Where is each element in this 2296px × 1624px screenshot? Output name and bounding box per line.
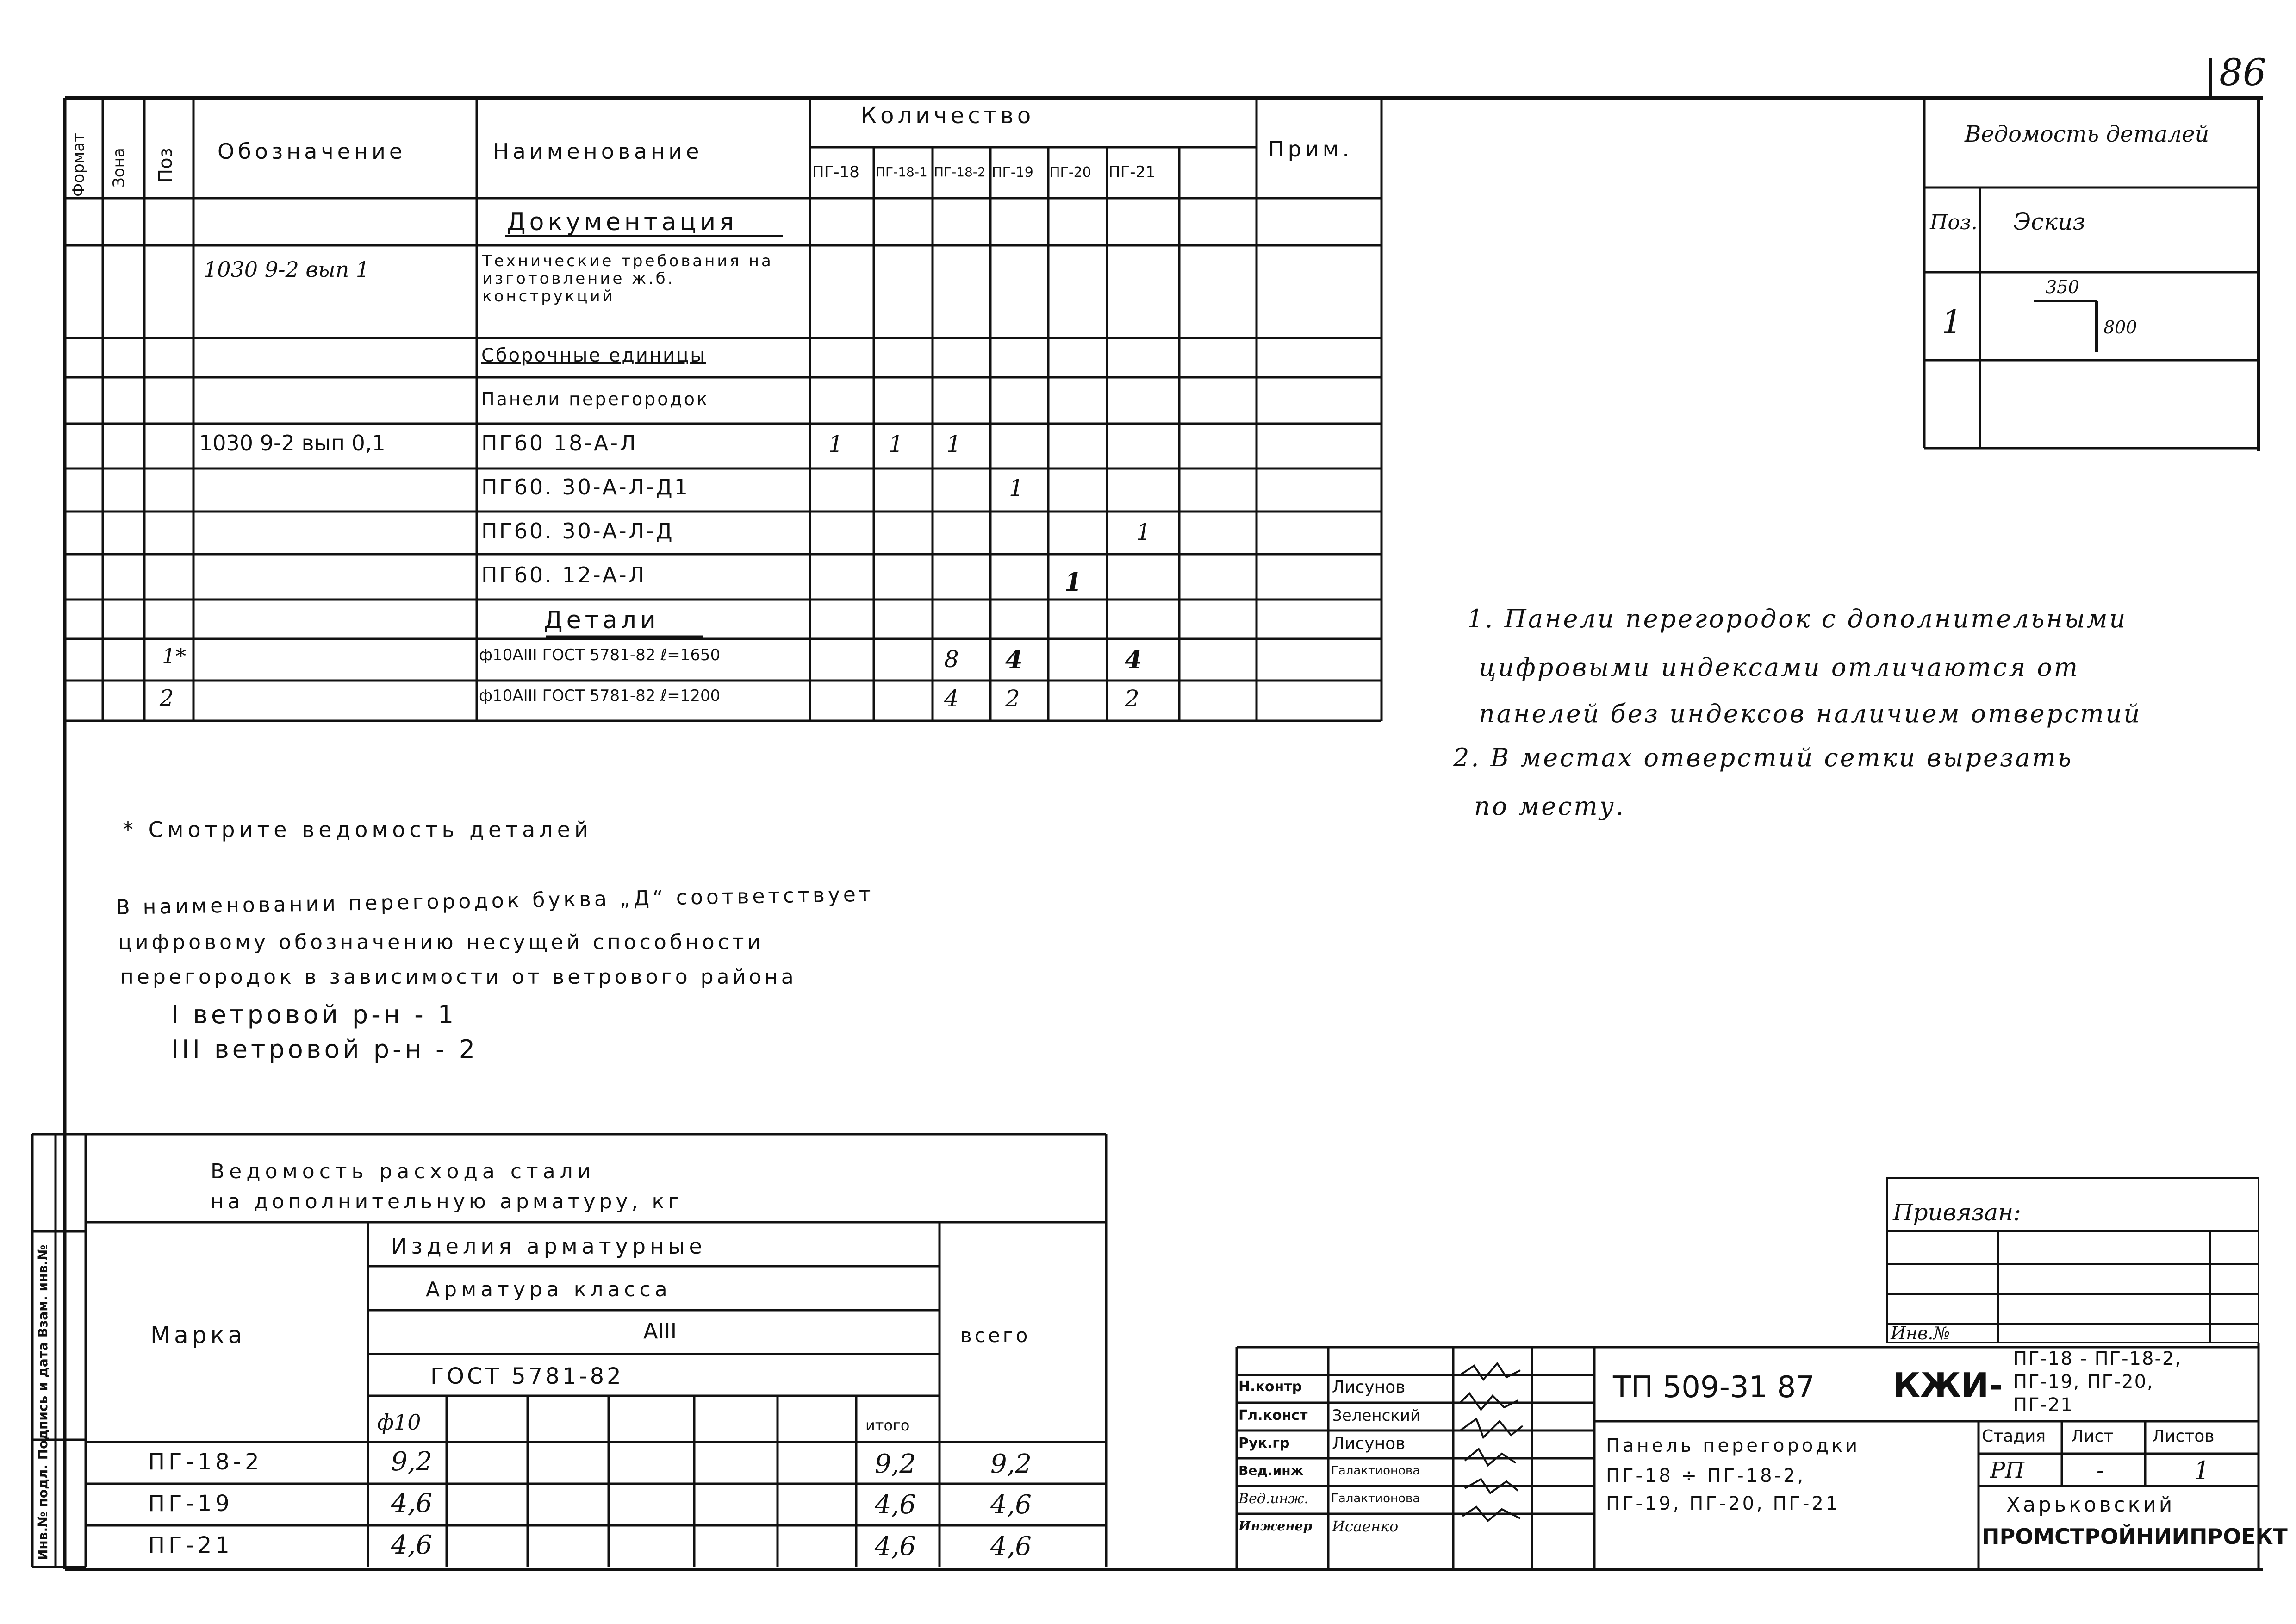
- sheet-header: Лист: [2071, 1427, 2114, 1446]
- staff-name: Лисунов: [1332, 1378, 1406, 1397]
- steel-table-title: Ведомость расхода стали: [211, 1160, 596, 1183]
- qty-cell: 2: [1125, 685, 1139, 712]
- note-2-line: 2. В местах отверстий сетки вырезать: [1453, 743, 2073, 772]
- steel-row-mark: ПГ-18-2: [148, 1449, 263, 1475]
- section-assembly-units: Сборочные единицы: [481, 345, 706, 366]
- qty-col-header: ПГ-21: [1108, 163, 1156, 181]
- qty-col-header: ПГ-18: [812, 163, 859, 181]
- bound-label: Привязан:: [1893, 1199, 2021, 1226]
- details-row-pos: 1: [1941, 303, 1962, 341]
- staff-role: Вед.инж.: [1238, 1491, 1309, 1507]
- section-documentation: Документация: [507, 208, 738, 236]
- row-name: ПГ60. 30-А-Л-Д: [481, 518, 674, 543]
- note-1-line: 1. Панели перегородок с дополнительными: [1467, 604, 2128, 633]
- steel-row-mark: ПГ-19: [148, 1491, 233, 1517]
- steel-row-value: 9,2: [875, 1449, 916, 1479]
- steel-row-value: 4,6: [875, 1531, 916, 1562]
- qty-cell: 8: [944, 646, 959, 673]
- stage-value: РП: [1990, 1457, 2025, 1483]
- note-1-line: цифровыми индексами отличаются от: [1479, 653, 2080, 682]
- section-details: Детали: [544, 606, 660, 634]
- sheets-header: Листов: [2152, 1427, 2215, 1446]
- row-designation: 1030 9-2 вып 0,1: [199, 431, 386, 456]
- row-pos: 2: [160, 685, 174, 711]
- qty-cell: 1: [946, 431, 961, 457]
- row-name: ПГ60. 30-А-Л-Д1: [481, 475, 690, 500]
- staff-role: Гл.конст: [1238, 1407, 1308, 1424]
- steel-row-value: 4,6: [990, 1531, 1032, 1562]
- steel-total-col: итого: [865, 1417, 910, 1434]
- note-2-line: по месту.: [1474, 792, 1626, 821]
- staff-role: Вед.инж: [1238, 1463, 1304, 1478]
- steel-dia: ф10: [377, 1410, 421, 1435]
- qty-cell: 4: [1005, 645, 1023, 675]
- row-designation: 1030 9-2 вып 1: [204, 257, 370, 282]
- explanation-line: перегородок в зависимости от ветрового района: [120, 965, 797, 989]
- row-name-rebar: ф10АIII ГОСТ 5781-82 ℓ=1200: [479, 687, 721, 705]
- staff-role: Рук.гр: [1238, 1435, 1290, 1451]
- document-marks: ПГ-18 - ПГ-18-2,: [2013, 1348, 2182, 1369]
- note-1-line: панелей без индексов наличием отверстий: [1479, 699, 2142, 728]
- qty-cell: 1: [1009, 475, 1024, 501]
- header-designation: Обозначение: [218, 139, 406, 164]
- row-pos: 1*: [162, 643, 187, 668]
- organization: ПРОМСТРОЙНИИПРОЕКТ: [1982, 1524, 2288, 1549]
- header-quantity: Количество: [861, 103, 1035, 129]
- sheet-value: -: [2097, 1457, 2104, 1483]
- qty-cell: 4: [944, 685, 959, 712]
- qty-col-header: ПГ-18-1: [876, 164, 927, 180]
- steel-row-value: 4,6: [391, 1488, 433, 1518]
- row-name-rebar: ф10АIII ГОСТ 5781-82 ℓ=1650: [479, 646, 721, 664]
- steel-row-value: 4,6: [875, 1490, 916, 1520]
- qty-col-header: ПГ-19: [992, 164, 1033, 181]
- header-zone: Зона: [110, 148, 128, 187]
- document-marks: ПГ-21: [2013, 1394, 2073, 1416]
- document-description: ПГ-18 ÷ ПГ-18-2,: [1606, 1465, 1806, 1487]
- details-sheet-title: Ведомость деталей: [1965, 121, 2209, 147]
- staff-name: Зеленский: [1332, 1406, 1421, 1425]
- qty-cell: 2: [1005, 685, 1020, 712]
- sheet-number: 86: [2219, 51, 2266, 94]
- steel-row-value: 9,2: [391, 1447, 433, 1477]
- steel-row-value: 9,2: [990, 1449, 1032, 1479]
- row-name: Панели перегородок: [481, 389, 709, 409]
- qty-cell: 1: [889, 431, 903, 457]
- explanation-line: III ветровой р-н - 2: [171, 1035, 479, 1064]
- row-name-tech-requirements: Технические требования на изготовление ж.б. конструкций: [482, 252, 773, 306]
- document-kzh: КЖИ-: [1893, 1366, 2003, 1405]
- header-format: Формат: [69, 133, 88, 197]
- side-stamp: Инв.№ подл. Подпись и дата Взам. инв.№: [35, 1244, 50, 1560]
- document-description: Панель перегородки: [1606, 1435, 1860, 1456]
- steel-gost: ГОСТ 5781-82: [430, 1363, 624, 1389]
- row-name: ПГ60 18-А-Л: [481, 431, 638, 456]
- header-pos: Поз: [155, 148, 176, 183]
- stage-header: Стадия: [1982, 1427, 2046, 1446]
- staff-name: Лисунов: [1332, 1434, 1406, 1453]
- steel-row-value: 4,6: [391, 1530, 433, 1560]
- staff-name: Исаенко: [1332, 1518, 1399, 1535]
- explanation-line: В наименовании перегородок буква „Д“ соответствует: [116, 882, 874, 919]
- qty-col-header: ПГ-18-2: [934, 164, 986, 180]
- explanation-line: I ветровой р-н - 1: [171, 1000, 457, 1029]
- header-note: Прим.: [1268, 137, 1353, 162]
- document-marks: ПГ-19, ПГ-20,: [2013, 1371, 2154, 1393]
- staff-name: Галактионова: [1331, 1492, 1420, 1505]
- steel-class-value: АIII: [643, 1318, 677, 1343]
- details-col-pos: Поз.: [1930, 211, 1978, 234]
- steel-rebar-class: Арматура класса: [426, 1278, 672, 1301]
- steel-table-title: на дополнительную арматуру, кг: [211, 1190, 683, 1213]
- bound-inv: Инв.№: [1891, 1323, 1950, 1343]
- steel-col-mark: Марка: [150, 1322, 246, 1349]
- steel-row-mark: ПГ-21: [148, 1532, 233, 1558]
- row-name: ПГ60. 12-А-Л: [481, 562, 647, 587]
- qty-cell: 4: [1125, 645, 1142, 675]
- sheets-value: 1: [2194, 1456, 2210, 1485]
- steel-products: Изделия арматурные: [391, 1234, 706, 1259]
- organization: Харьковский: [2006, 1493, 2175, 1517]
- detail-dimension: 800: [2103, 317, 2137, 337]
- staff-role: Н.контр: [1238, 1379, 1302, 1395]
- detail-dimension: 350: [2046, 277, 2079, 297]
- qty-col-header: ПГ-20: [1050, 164, 1091, 181]
- signatures: [1456, 1356, 1530, 1551]
- qty-cell: 1: [1064, 567, 1082, 597]
- qty-cell: 1: [1136, 518, 1151, 545]
- qty-cell: 1: [828, 431, 843, 457]
- staff-name: Галактионова: [1331, 1464, 1420, 1478]
- header-name: Наименование: [493, 139, 703, 164]
- document-description: ПГ-19, ПГ-20, ПГ-21: [1606, 1493, 1840, 1514]
- footnote: * Смотрите ведомость деталей: [123, 817, 592, 842]
- explanation-line: цифровому обозначению несущей способности: [118, 931, 764, 954]
- document-code: ТП 509-31 87: [1613, 1370, 1815, 1405]
- steel-grand-total: всего: [960, 1324, 1031, 1347]
- staff-role: Инженер: [1238, 1518, 1313, 1534]
- details-col-sketch: Эскиз: [2013, 208, 2085, 235]
- steel-row-value: 4,6: [990, 1490, 1032, 1520]
